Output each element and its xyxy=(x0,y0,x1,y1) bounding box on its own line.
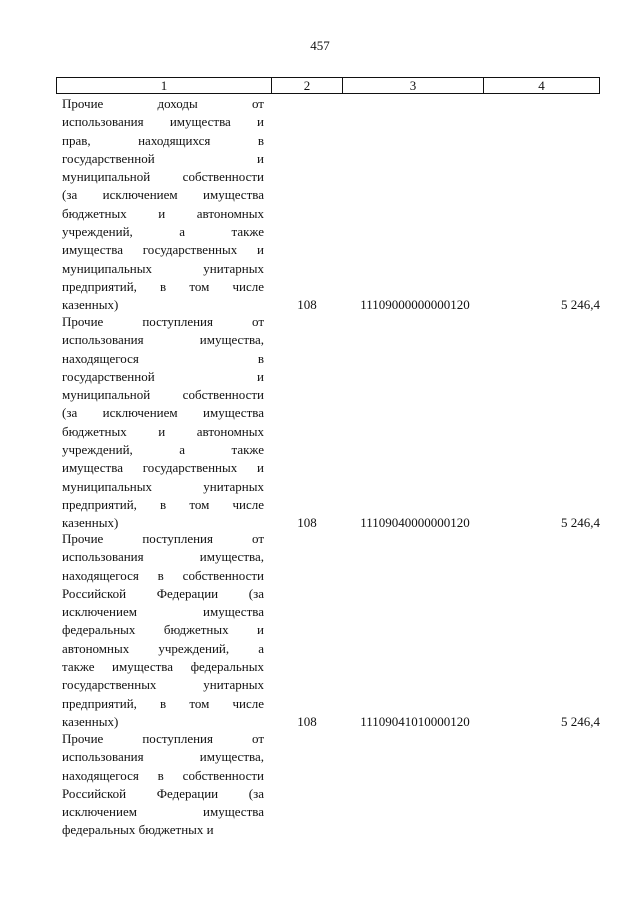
description-line: находящегося в собственности xyxy=(62,767,264,783)
description-line: использования имущества, xyxy=(62,749,264,765)
description-line: исключением имущества xyxy=(62,804,264,820)
description-line: муниципальной собственности xyxy=(62,169,264,185)
description-line: Прочие поступления от xyxy=(62,731,264,746)
description-line: находящегося в xyxy=(62,350,264,366)
description-line: государственной и xyxy=(62,150,264,166)
description-line: муниципальных унитарных xyxy=(62,260,264,276)
description-line: Прочие доходы от xyxy=(62,96,264,111)
description-line: учреждений, а также xyxy=(62,224,264,240)
description-line: Российской Федерации (за xyxy=(62,785,264,801)
row-description xyxy=(62,95,264,315)
row-amount: 5 246,4 xyxy=(561,297,600,313)
row-budget-code: 11109000000000120 xyxy=(360,297,470,313)
description-line: бюджетных и автономных xyxy=(62,423,264,439)
row-code-admin: 108 xyxy=(297,714,317,729)
description-line: государственной и xyxy=(62,368,264,384)
description-line: (за исключением имущества xyxy=(62,405,264,421)
column-header-2: 2 xyxy=(272,78,343,94)
column-header-4: 4 xyxy=(484,78,600,94)
description-line: федеральных бюджетных и xyxy=(62,822,214,838)
description-line: муниципальной собственности xyxy=(62,387,264,403)
description-line: Российской Федерации (за xyxy=(62,585,264,601)
column-header-3: 3 xyxy=(343,78,484,94)
description-line: казенных) xyxy=(62,713,119,729)
description-line: предприятий, в том числе xyxy=(62,496,264,512)
description-line: использования имущества и xyxy=(62,114,264,130)
row-description xyxy=(62,730,264,840)
row-budget-code: 11109041010000120 xyxy=(360,714,470,729)
description-line: муниципальных унитарных xyxy=(62,478,264,494)
description-line: предприятий, в том числе xyxy=(62,278,264,294)
description-line: государственных унитарных xyxy=(62,677,264,693)
row-budget-code: 11109040000000120 xyxy=(360,515,470,531)
description-line: Прочие поступления от xyxy=(62,314,264,329)
description-line: предприятий, в том числе xyxy=(62,695,264,711)
description-line: Прочие поступления от xyxy=(62,531,264,546)
row-code-admin: 108 xyxy=(297,515,317,531)
table-header xyxy=(56,77,600,94)
description-line: федеральных бюджетных и xyxy=(62,622,264,638)
row-description xyxy=(62,313,264,533)
description-line: исключением имущества xyxy=(62,604,264,620)
description-line: автономных учреждений, а xyxy=(62,640,264,656)
description-line: находящегося в собственности xyxy=(62,567,264,583)
description-line: использования имущества, xyxy=(62,332,264,348)
description-line: казенных) xyxy=(62,515,119,531)
description-line: казенных) xyxy=(62,297,119,313)
description-line: (за исключением имущества xyxy=(62,187,264,203)
description-line: имущества государственных и xyxy=(62,460,264,476)
page-number: 457 xyxy=(310,38,330,53)
row-amount: 5 246,4 xyxy=(561,714,600,729)
description-line: использования имущества, xyxy=(62,549,264,565)
description-line: имущества государственных и xyxy=(62,242,264,258)
description-line: также имущества федеральных xyxy=(62,659,264,675)
row-amount: 5 246,4 xyxy=(561,515,600,531)
row-code-admin: 108 xyxy=(297,297,317,313)
column-header-1: 1 xyxy=(57,78,272,94)
description-line: учреждений, а также xyxy=(62,442,264,458)
description-line: прав, находящихся в xyxy=(62,132,264,148)
description-line: бюджетных и автономных xyxy=(62,205,264,221)
row-description xyxy=(62,530,264,731)
